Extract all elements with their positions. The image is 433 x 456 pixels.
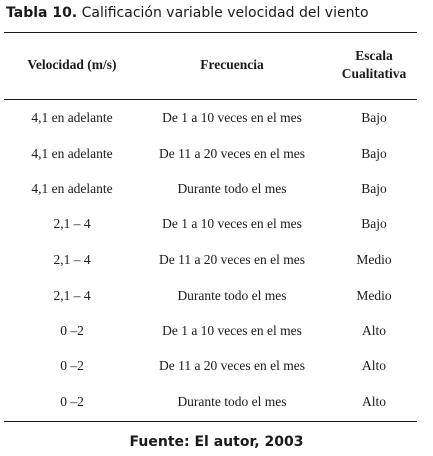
cell-escala: Alto bbox=[361, 323, 386, 338]
cell-frecuencia: Durante todo el mes bbox=[177, 394, 287, 409]
cell-frecuencia: De 11 a 20 veces en el mes bbox=[158, 358, 306, 373]
cell-escala: Bajo bbox=[361, 146, 387, 161]
cell-velocidad: 4,1 en adelante bbox=[31, 146, 113, 161]
cell-frecuencia: De 1 a 10 veces en el mes bbox=[162, 323, 302, 338]
table-number: Tabla 10. bbox=[6, 5, 78, 21]
header-escala-line2: Cualitativa bbox=[341, 66, 407, 81]
cell-velocidad: 0 –2 bbox=[60, 323, 84, 338]
table-top-rule bbox=[4, 32, 417, 33]
cell-frecuencia: Durante todo el mes bbox=[177, 181, 287, 196]
cell-frecuencia: Durante todo el mes bbox=[177, 288, 287, 303]
header-separator-rule bbox=[4, 99, 417, 100]
cell-escala: Bajo bbox=[361, 216, 387, 231]
cell-velocidad: 4,1 en adelante bbox=[31, 110, 113, 125]
cell-frecuencia: De 1 a 10 veces en el mes bbox=[162, 110, 302, 125]
cell-frecuencia: De 1 a 10 veces en el mes bbox=[162, 216, 302, 231]
cell-frecuencia: De 11 a 20 veces en el mes bbox=[158, 252, 306, 267]
header-frecuencia: Frecuencia bbox=[200, 57, 264, 72]
table-caption bbox=[6, 4, 369, 22]
cell-escala: Bajo bbox=[361, 110, 387, 125]
cell-velocidad: 2,1 – 4 bbox=[53, 288, 91, 303]
cell-velocidad: 2,1 – 4 bbox=[53, 216, 91, 231]
cell-velocidad: 0 –2 bbox=[60, 394, 84, 409]
cell-velocidad: 4,1 en adelante bbox=[31, 181, 113, 196]
cell-escala: Medio bbox=[356, 288, 392, 303]
cell-escala: Medio bbox=[356, 252, 392, 267]
cell-frecuencia: De 11 a 20 veces en el mes bbox=[158, 146, 306, 161]
cell-escala: Alto bbox=[361, 358, 386, 373]
source-note: Fuente: El autor, 2003 bbox=[129, 434, 304, 450]
cell-velocidad: 2,1 – 4 bbox=[53, 252, 91, 267]
cell-velocidad: 0 –2 bbox=[60, 358, 84, 373]
cell-escala: Alto bbox=[361, 394, 386, 409]
cell-escala: Bajo bbox=[361, 181, 387, 196]
header-escala-line1: Escala bbox=[355, 48, 393, 63]
table-bottom-rule bbox=[4, 421, 417, 422]
header-velocidad: Velocidad (m/s) bbox=[27, 57, 117, 72]
table-title: Calificación variable velocidad del viento bbox=[77, 5, 369, 21]
